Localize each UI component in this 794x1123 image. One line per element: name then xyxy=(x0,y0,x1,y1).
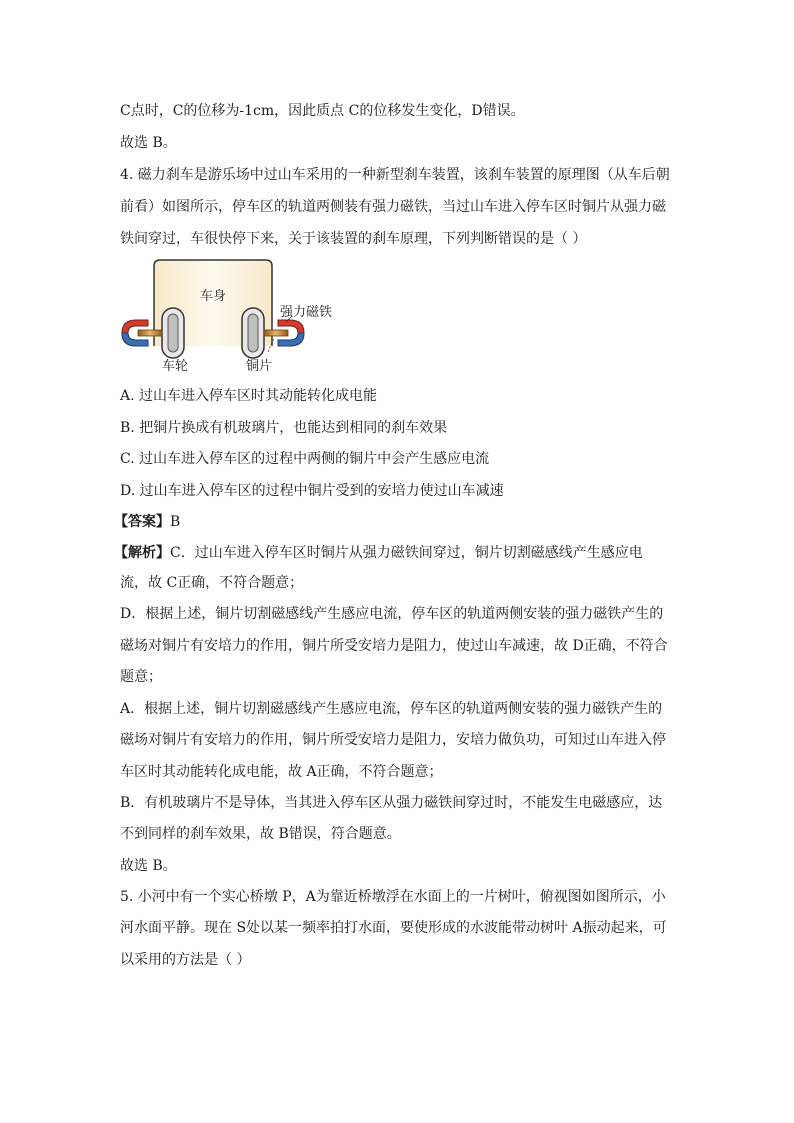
question-5-text: 5. 小河中有一个实心桥墩 P，A为靠近桥墩浮在水面上的一片树叶，俯视图如图所示，小 xyxy=(120,889,666,905)
analysis-text: 磁场对铜片有安培力的作用，铜片所受安培力是阻力，使过山车减速，故 D正确，不符合 xyxy=(120,638,668,654)
analysis-text: 不到同样的刹车效果，故 B错误，符合题意。 xyxy=(120,826,401,842)
analysis-text: 流，故 C正确，不符合题意； xyxy=(120,575,304,591)
analysis-text: 题意； xyxy=(120,669,162,685)
analysis-tag: 【解析】 xyxy=(114,545,170,561)
answer-value: B xyxy=(170,514,181,530)
analysis-line xyxy=(114,543,643,563)
label-wheel: 车轮 xyxy=(162,359,189,374)
analysis-text: 故选 B。 xyxy=(120,858,177,874)
question-5-text: 以采用的方法是（ ） xyxy=(120,952,251,968)
label-car-body: 车身 xyxy=(200,289,227,304)
option-a: A. 过山车进入停车区时其动能转化成电能 xyxy=(120,388,378,404)
answer-line xyxy=(114,512,180,532)
left-copper xyxy=(138,330,162,336)
analysis-text: 磁场对铜片有安培力的作用，铜片所受安培力是阻力，安培力做负功，可知过山车进入停 xyxy=(120,732,666,748)
right-copper xyxy=(264,330,288,336)
text-line: C点时，C的位移为-1cm，因此质点 C的位移发生变化，D错误。 xyxy=(120,103,525,119)
answer-tag: 【答案】 xyxy=(114,514,170,530)
text-line: 故选 B。 xyxy=(120,135,177,151)
question-4-text: 铁间穿过，车很快停下来，关于该装置的刹车原理，下列判断错误的是（ ） xyxy=(120,231,587,247)
analysis-text: A．根据上述，铜片切割磁感线产生感应电流，停车区的轨道两侧安装的强力磁铁产生的 xyxy=(120,701,663,717)
label-copper: 铜片 xyxy=(246,359,273,374)
question-4-text: 4. 磁力刹车是游乐场中过山车采用的一种新型刹车装置，该刹车装置的原理图（从车后朝 xyxy=(120,167,670,183)
option-d: D. 过山车进入停车区的过程中铜片受到的安培力使过山车减速 xyxy=(120,483,504,499)
analysis-text: B．有机玻璃片不是导体，当其进入停车区从强力磁铁间穿过时，不能发生电磁感应，达 xyxy=(120,795,663,811)
question-4-text: 前看）如图所示，停车区的轨道两侧装有强力磁铁，当过山车进入停车区时铜片从强力磁 xyxy=(120,199,666,215)
analysis-text: D．根据上述，铜片切割磁感线产生感应电流，停车区的轨道两侧安装的强力磁铁产生的 xyxy=(120,606,664,622)
magnetic-brake-diagram xyxy=(118,256,358,376)
question-5-text: 河水面平静。现在 S处以某一频率拍打水面，要使形成的水波能带动树叶 A振动起来，可 xyxy=(120,920,667,936)
label-magnet: 强力磁铁 xyxy=(280,305,333,320)
analysis-text: C．过山车进入停车区时铜片从强力磁铁间穿过，铜片切割磁感线产生感应电 xyxy=(170,545,643,561)
analysis-text: 车区时其动能转化成电能，故 A正确，不符合题意； xyxy=(120,764,443,780)
option-b: B. 把铜片换成有机玻璃片，也能达到相同的刹车效果 xyxy=(120,420,448,436)
option-c: C. 过山车进入停车区的过程中两侧的铜片中会产生感应电流 xyxy=(120,451,490,467)
